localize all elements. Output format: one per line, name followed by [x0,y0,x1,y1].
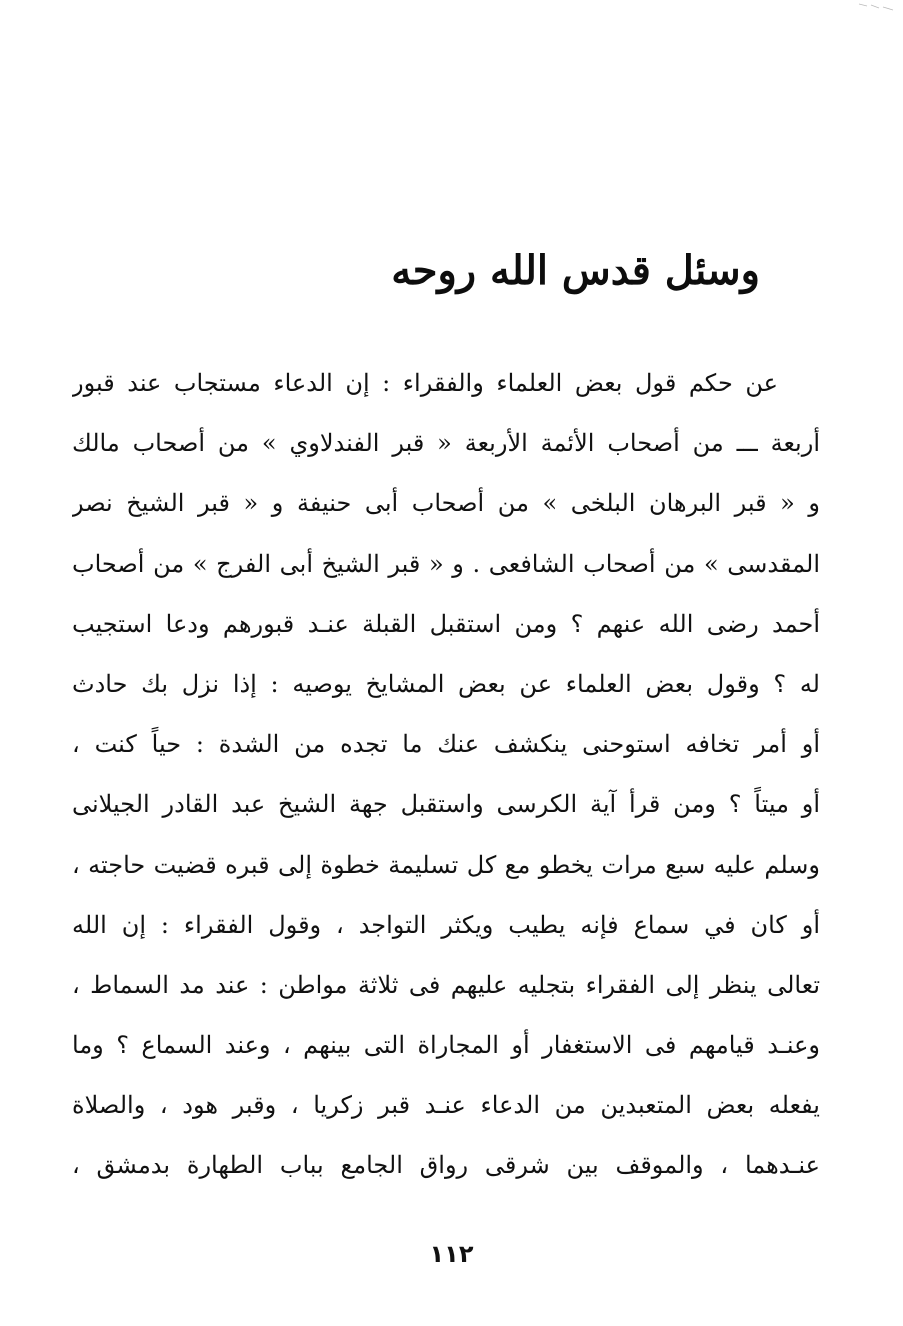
text-line: عن حكم قول بعض العلماء والفقراء : إن الدعاء مستجاب عند قبور [72,369,778,397]
text-line: أربعة ـــ من أصحاب الأئمة الأربعة « قبر الفندلاوي » من أصحاب مالك [72,429,820,458]
text-line: و « قبر البرهان البلخى » من أصحاب أبى حنيفة و « قبر الشيخ نصر [72,489,820,518]
body-text [72,357,820,1200]
text-line: وعنـد قيامهم فى الاستغفار أو المجاراة التى بينهم ، وعند السماع ؟ وما [72,1031,820,1060]
text-line: أحمد رضى الله عنهم ؟ ومن استقبل القبلة عنـد قبورهم ودعا استجيب [72,609,820,638]
text-line: تعالى ينظر إلى الفقراء بتجليه عليهم فى ثلاثة مواطن : عند مد السماط ، [72,970,820,999]
text-line: أو كان في سماع فإنه يطيب ويكثر التواجد ، وقول الفقراء : إن الله [72,910,820,939]
text-line: عنـدهما ، والموقف بين شرقى رواق الجامع بباب الطهارة بدمشق ، [72,1151,820,1180]
text-line: أو أمر تخافه استوحنى ينكشف عنك ما تجده من الشدة : حياً كنت ، [72,730,820,759]
section-heading: وسئل قدس الله روحه [391,247,760,294]
text-line: يفعله بعض المتعبدين من الدعاء عنـد قبر زكريا ، وقبر هود ، والصلاة [72,1091,820,1120]
page-number: ١١٢ [429,1240,474,1268]
text-line: أو ميتاً ؟ ومن قرأ آية الكرسى واستقبل جهة الشيخ عبد القادر الجيلانى [72,790,820,819]
text-line: وسلم عليه سبع مرات يخطو مع كل تسليمة خطوة إلى قبره قضيت حاجته ، [72,850,820,879]
text-line: له ؟ وقول بعض العلماء عن بعض المشايخ يوصيه : إذا نزل بك حادث [72,669,820,698]
text-line: المقدسى » من أصحاب الشافعى . و « قبر الشيخ أبى الفرج » من أصحاب [72,549,820,578]
scan-artifact [857,2,897,12]
